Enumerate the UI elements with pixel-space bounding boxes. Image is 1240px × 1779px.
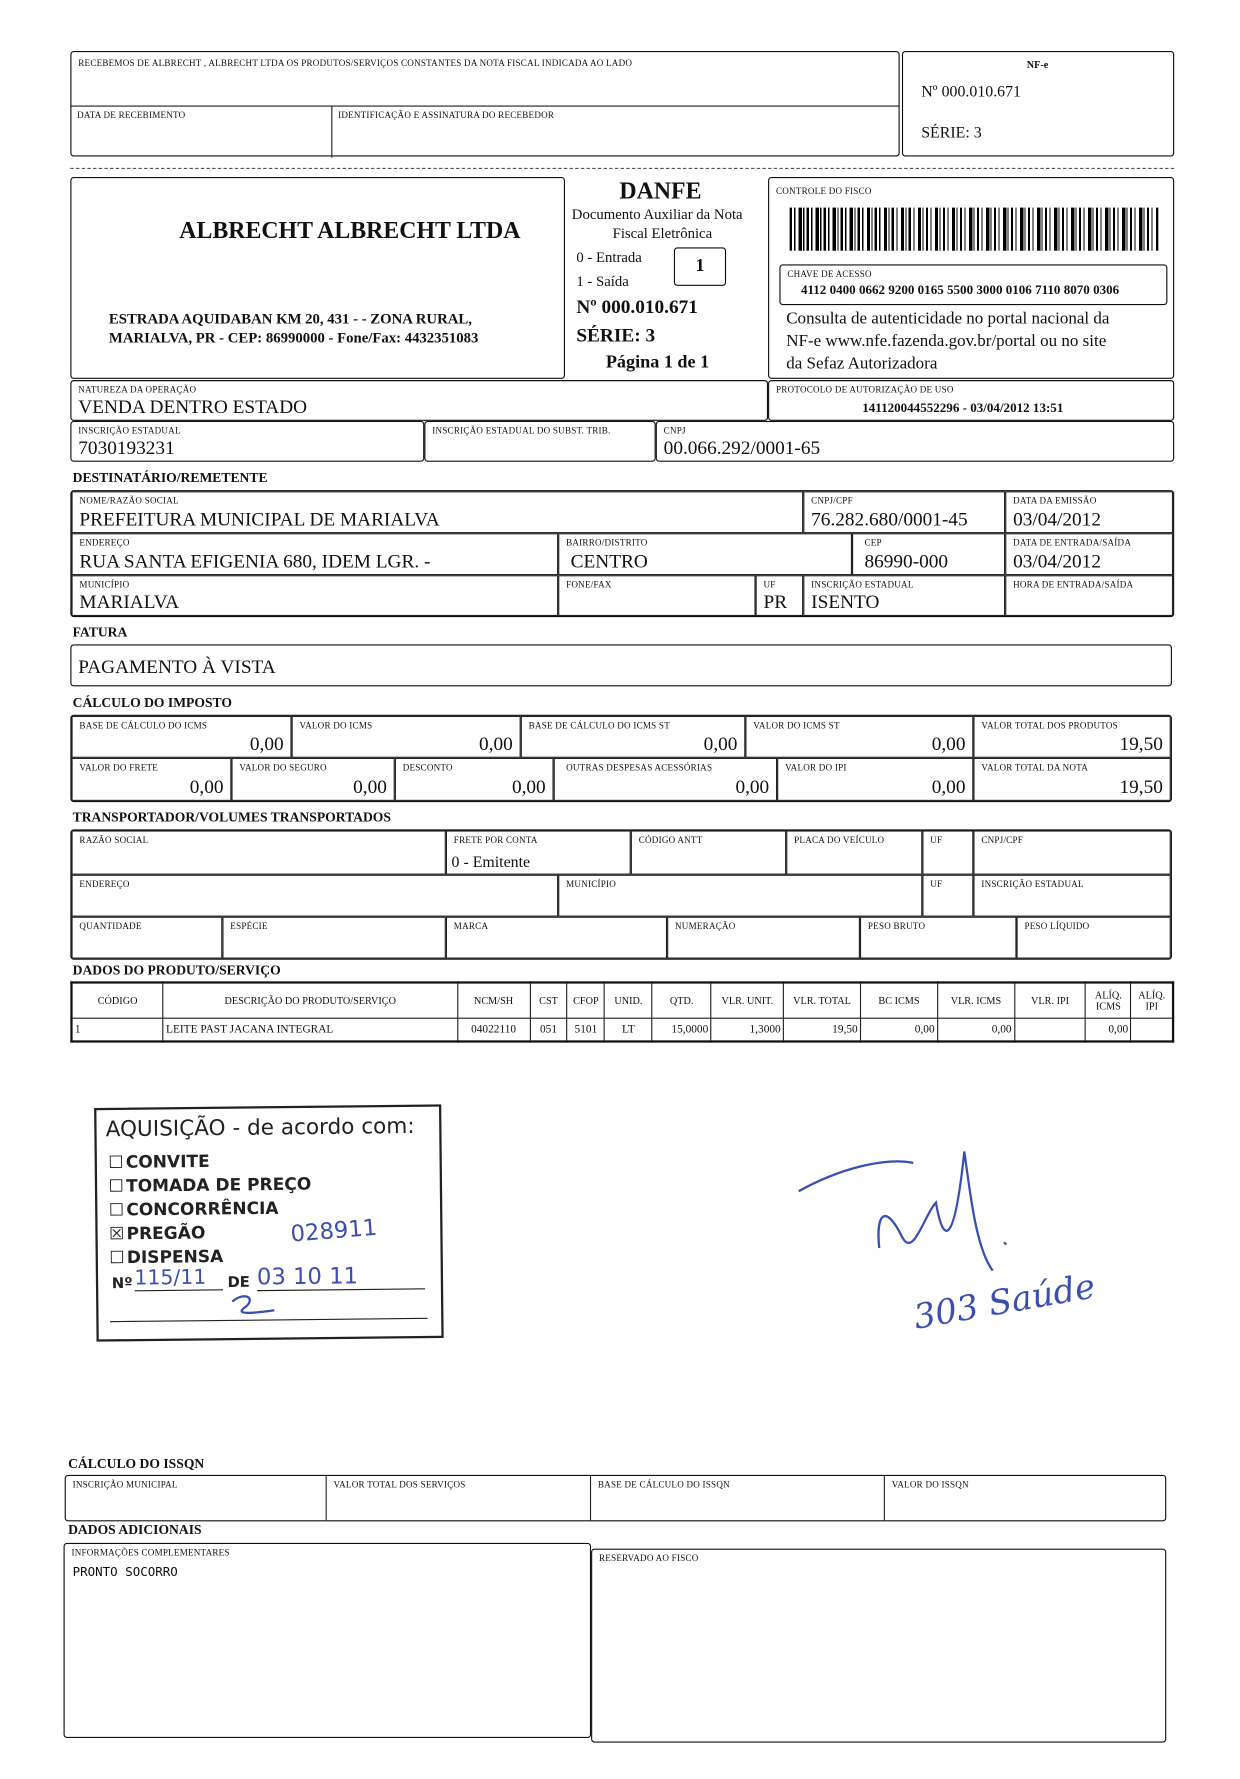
transp-box bbox=[70, 829, 1172, 959]
consulta-text-2: NF-e www.nfe.fazenda.gov.br/portal ou no site bbox=[786, 332, 1107, 351]
emitter-address: ESTRADA AQUIDABAN KM 20, 431 - - ZONA RURAL, bbox=[108, 309, 472, 327]
chave-label: CHAVE DE ACESSO bbox=[787, 268, 872, 280]
receipt-date-label: DATA DE RECEBIMENTO bbox=[77, 110, 186, 121]
stamp-no-label: Nº bbox=[111, 1275, 133, 1293]
valor-ipi-value: 0,00 bbox=[931, 775, 966, 798]
dest-hora-label: HORA DE ENTRADA/SAÍDA bbox=[1013, 579, 1134, 590]
issqn-servicos-label: VALOR TOTAL DOS SERVIÇOS bbox=[333, 1479, 466, 1490]
transp-end-label: ENDEREÇO bbox=[79, 879, 130, 890]
stamp-option-label: CONCORRÊNCIA bbox=[126, 1197, 279, 1220]
products-table bbox=[70, 981, 1174, 1042]
table-cell: LEITE PAST JACANA INTEGRAL bbox=[163, 1018, 457, 1041]
stamp-option bbox=[108, 1173, 311, 1199]
transp-uf-label: UF bbox=[930, 834, 943, 846]
danfe-page: Página 1 de 1 bbox=[605, 352, 710, 373]
emitter-name: ALBRECHT ALBRECHT LTDA bbox=[179, 216, 521, 244]
checkbox-icon: ☐ bbox=[109, 1247, 125, 1268]
produtos-section-title: DADOS DO PRODUTO/SERVIÇO bbox=[72, 962, 281, 978]
dest-endereco bbox=[71, 533, 558, 575]
fatura-value: PAGAMENTO À VISTA bbox=[78, 655, 276, 678]
stamp-title: AQUISIÇÃO - de acordo com: bbox=[105, 1113, 415, 1142]
receipt-box bbox=[70, 51, 899, 157]
dest-entrada-label: DATA DE ENTRADA/SAÍDA bbox=[1013, 537, 1132, 548]
transp-uf bbox=[922, 830, 973, 874]
table-cell: 0,00 bbox=[937, 1018, 1014, 1041]
barcode bbox=[790, 208, 1159, 251]
handwritten-signature bbox=[794, 1146, 1099, 1407]
dest-entrada-value: 03/04/2012 bbox=[1013, 550, 1101, 572]
table-cell: 051 bbox=[530, 1018, 567, 1041]
chave-value: 4112 0400 0662 9200 0165 5500 3000 0106 7110 8070 0306 bbox=[800, 283, 1120, 298]
valor-ipi-label: VALOR DO IPI bbox=[785, 762, 847, 773]
issqn-servicos bbox=[327, 1476, 591, 1520]
stamp-no-value: 115/11 bbox=[134, 1265, 223, 1291]
fisco-box bbox=[768, 177, 1174, 379]
table-row bbox=[71, 1018, 1173, 1041]
checked-box-icon: ☒ bbox=[108, 1223, 125, 1244]
column-header: CÓDIGO bbox=[71, 982, 163, 1017]
reservado-fisco-label: RESERVADO AO FISCO bbox=[599, 1553, 699, 1564]
column-header: VLR. ICMS bbox=[937, 982, 1014, 1017]
info-complementares bbox=[64, 1543, 592, 1738]
dest-mun-label: MUNICÍPIO bbox=[79, 579, 130, 590]
base-icms-st-value: 0,00 bbox=[703, 732, 738, 755]
table-cell: 04022110 bbox=[457, 1018, 530, 1041]
info-value: PRONTO SOCORRO bbox=[72, 1564, 178, 1580]
natureza-value: VENDA DENTRO ESTADO bbox=[78, 395, 308, 418]
imposto-section-title: CÁLCULO DO IMPOSTO bbox=[72, 694, 232, 711]
total-produtos bbox=[973, 716, 1170, 758]
total-nota bbox=[973, 758, 1170, 801]
issqn-valor-label: VALOR DO ISSQN bbox=[891, 1479, 969, 1490]
valor-frete-label: VALOR DO FRETE bbox=[79, 762, 159, 773]
reservado-fisco bbox=[591, 1549, 1166, 1743]
outras-despesas-label: OUTRAS DESPESAS ACESSÓRIAS bbox=[566, 762, 713, 773]
base-icms-label: BASE DE CÁLCULO DO ICMS bbox=[79, 720, 208, 731]
issqn-box bbox=[65, 1475, 1167, 1522]
transp-placa bbox=[786, 830, 922, 874]
nfe-number: Nº 000.010.671 bbox=[921, 83, 1021, 101]
column-header: VLR. TOTAL bbox=[784, 982, 861, 1017]
column-header: CST bbox=[530, 982, 567, 1017]
dest-bairro-label: BAIRRO/DISTRITO bbox=[566, 537, 648, 548]
stamp-de-value: 03 10 11 bbox=[257, 1261, 425, 1291]
column-header: QTD. bbox=[652, 982, 711, 1017]
table-cell bbox=[1131, 1018, 1173, 1041]
table-cell: 15,0000 bbox=[652, 1018, 711, 1041]
stamp-option-label: PREGÃO bbox=[126, 1222, 206, 1244]
transp-municipio bbox=[558, 875, 922, 917]
dest-emissao bbox=[1005, 491, 1173, 533]
transp-razao bbox=[71, 830, 445, 874]
transp-antt-label: CÓDIGO ANTT bbox=[638, 834, 703, 846]
table-cell: LT bbox=[605, 1018, 653, 1041]
consulta-text-3: da Sefaz Autorizadora bbox=[786, 355, 938, 374]
transp-ie-label: INSCRIÇÃO ESTADUAL bbox=[981, 879, 1084, 890]
column-header: ALÍQ. IPI bbox=[1131, 982, 1173, 1017]
cnpj-field bbox=[656, 421, 1174, 462]
dest-uf-value: PR bbox=[763, 591, 788, 613]
dest-section-title: DESTINATÁRIO/REMETENTE bbox=[72, 469, 268, 486]
protocolo-field bbox=[768, 380, 1174, 421]
dest-end-label: ENDEREÇO bbox=[79, 537, 130, 548]
valor-icms-st-label: VALOR DO ICMS ST bbox=[753, 720, 840, 731]
danfe-saida: 1 - Saída bbox=[576, 272, 629, 290]
danfe-subtitle: Documento Auxiliar da Nota bbox=[571, 205, 743, 223]
desconto bbox=[395, 758, 554, 801]
checkbox-icon: ☐ bbox=[108, 1175, 124, 1197]
vol-peso-liquido bbox=[1017, 917, 1171, 959]
signature-text: 303 Saúde bbox=[910, 1266, 1099, 1338]
outras-despesas-value: 0,00 bbox=[735, 775, 770, 798]
column-header: BC ICMS bbox=[861, 982, 938, 1017]
desconto-label: DESCONTO bbox=[402, 762, 453, 773]
transp-razao-label: RAZÃO SOCIAL bbox=[79, 834, 149, 846]
danfe-header bbox=[565, 177, 768, 379]
column-header: NCM/SH bbox=[457, 982, 530, 1017]
transp-endereco bbox=[71, 875, 558, 917]
ie-st-label: INSCRIÇÃO ESTADUAL DO SUBST. TRIB. bbox=[432, 425, 611, 436]
receipt-signature bbox=[331, 106, 899, 158]
transp-frete bbox=[446, 830, 631, 874]
chave-box bbox=[779, 264, 1167, 305]
base-icms-value: 0,00 bbox=[249, 732, 284, 755]
cut-line bbox=[70, 168, 1174, 169]
dest-cnpj-value: 76.282.680/0001-45 bbox=[811, 508, 968, 530]
transp-placa-label: PLACA DO VEÍCULO bbox=[794, 834, 885, 846]
dest-ie bbox=[803, 575, 1005, 616]
dest-mun-value: MARIALVA bbox=[79, 591, 180, 613]
total-nota-value: 19,50 bbox=[1119, 775, 1163, 798]
dest-hora bbox=[1005, 575, 1173, 616]
dest-nome-label: NOME/RAZÃO SOCIAL bbox=[79, 495, 179, 506]
stamp-option-label: DISPENSA bbox=[126, 1246, 224, 1268]
valor-icms-st bbox=[745, 716, 973, 758]
dest-entrada bbox=[1005, 533, 1173, 575]
valor-icms-value: 0,00 bbox=[479, 732, 513, 755]
issqn-base bbox=[591, 1476, 885, 1520]
danfe-subtitle-2: Fiscal Eletrônica bbox=[612, 224, 713, 242]
total-produtos-value: 19,50 bbox=[1119, 732, 1163, 755]
stamp-option-label: CONVITE bbox=[125, 1150, 210, 1173]
desconto-value: 0,00 bbox=[511, 775, 546, 798]
ie-st-field bbox=[424, 421, 655, 462]
dest-nome bbox=[71, 491, 803, 533]
emitter-city: MARIALVA, PR - CEP: 86990000 - Fone/Fax: 4432351083 bbox=[108, 329, 479, 347]
table-cell: 0,00 bbox=[1086, 1018, 1131, 1041]
column-header: VLR. IPI bbox=[1014, 982, 1085, 1017]
table-cell bbox=[1014, 1018, 1085, 1041]
checkbox-icon: ☐ bbox=[108, 1151, 124, 1173]
dest-fone-label: FONE/FAX bbox=[566, 579, 612, 590]
dest-nome-value: PREFEITURA MUNICIPAL DE MARIALVA bbox=[79, 508, 440, 530]
base-icms-st-label: BASE DE CÁLCULO DO ICMS ST bbox=[528, 720, 670, 731]
vol-numeracao-label: NUMERAÇÃO bbox=[675, 921, 736, 932]
natureza-label: NATUREZA DA OPERAÇÃO bbox=[78, 384, 197, 395]
base-icms bbox=[71, 716, 291, 758]
issqn-valor bbox=[885, 1476, 1165, 1520]
stamp-de-label: DE bbox=[227, 1274, 250, 1292]
dest-cep bbox=[852, 533, 1005, 575]
vol-quantidade bbox=[71, 917, 222, 959]
table-cell: 19,50 bbox=[784, 1018, 861, 1041]
vol-marca-label: MARCA bbox=[453, 921, 489, 932]
dest-uf-label: UF bbox=[763, 579, 776, 590]
dest-bairro-value: CENTRO bbox=[570, 550, 648, 572]
info-label: INFORMAÇÕES COMPLEMENTARES bbox=[71, 1547, 230, 1558]
transp-cnpj-label: CNPJ/CPF bbox=[981, 834, 1024, 846]
transp-frete-value: 0 - Emitente bbox=[451, 854, 531, 872]
dest-fone bbox=[558, 575, 755, 616]
receipt-date bbox=[70, 106, 332, 158]
dest-cep-value: 86990-000 bbox=[864, 550, 949, 572]
vol-especie-label: ESPÉCIE bbox=[230, 921, 268, 932]
stamp-option bbox=[109, 1220, 312, 1246]
danfe-type-box: 1 bbox=[674, 247, 726, 286]
transp-cnpj bbox=[973, 830, 1170, 874]
fatura-section-title: FATURA bbox=[72, 623, 128, 640]
issqn-base-label: BASE DE CÁLCULO DO ISSQN bbox=[597, 1479, 730, 1490]
acquisition-stamp bbox=[94, 1104, 444, 1341]
dest-emissao-label: DATA DA EMISSÃO bbox=[1013, 495, 1097, 506]
consulta-text: Consulta de autenticidade no portal nacional da bbox=[786, 309, 1110, 328]
valor-seguro-value: 0,00 bbox=[353, 775, 387, 798]
table-cell: 0,00 bbox=[861, 1018, 938, 1041]
danfe-serie: SÉRIE: 3 bbox=[576, 324, 656, 347]
vol-peso-liquido-label: PESO LÍQUIDO bbox=[1024, 921, 1090, 932]
natureza-field bbox=[70, 380, 768, 421]
danfe-title: DANFE bbox=[619, 176, 702, 205]
imposto-box bbox=[70, 715, 1172, 802]
dest-ie-label: INSCRIÇÃO ESTADUAL bbox=[811, 579, 914, 590]
stamp-initial-signature bbox=[223, 1292, 280, 1320]
vol-peso-bruto bbox=[860, 917, 1017, 959]
valor-icms-label: VALOR DO ICMS bbox=[299, 720, 373, 731]
danfe-entrada: 0 - Entrada bbox=[576, 248, 642, 266]
protocolo-value: 141120044552296 - 03/04/2012 13:51 bbox=[862, 401, 1064, 416]
cnpj-label: CNPJ bbox=[663, 425, 686, 436]
stamp-options bbox=[108, 1149, 312, 1270]
issqn-im-label: INSCRIÇÃO MUNICIPAL bbox=[72, 1479, 178, 1490]
dest-cep-label: CEP bbox=[864, 537, 882, 548]
column-header: DESCRIÇÃO DO PRODUTO/SERVIÇO bbox=[163, 982, 457, 1017]
valor-icms bbox=[292, 716, 521, 758]
checkbox-icon: ☐ bbox=[108, 1199, 125, 1221]
transp-antt bbox=[631, 830, 786, 874]
total-nota-label: VALOR TOTAL DA NOTA bbox=[981, 762, 1089, 773]
nfe-box bbox=[902, 51, 1174, 157]
receipt-sign-label: IDENTIFICAÇÃO E ASSINATURA DO RECEBEDOR bbox=[338, 110, 555, 121]
emitter-box bbox=[70, 177, 565, 379]
ie-field bbox=[70, 421, 424, 462]
receipt-text: RECEBEMOS DE ALBRECHT , ALBRECHT LTDA OS PRODUTOS/SERVIÇOS CONSTANTES DA NOTA FISCAL INDICADA AO LADO bbox=[78, 57, 633, 69]
transp-mun-label: MUNICÍPIO bbox=[566, 879, 617, 890]
valor-seguro-label: VALOR DO SEGURO bbox=[239, 762, 327, 773]
transp-uf2 bbox=[922, 875, 973, 917]
transp-ie bbox=[973, 875, 1170, 917]
nfe-serie: SÉRIE: 3 bbox=[921, 124, 982, 142]
ie-label: INSCRIÇÃO ESTADUAL bbox=[78, 425, 181, 436]
dest-box bbox=[70, 490, 1174, 617]
vol-especie bbox=[222, 917, 445, 959]
table-cell: 1,3000 bbox=[711, 1018, 783, 1041]
stamp-handwritten-number: 028911 bbox=[289, 1213, 379, 1248]
vol-marca bbox=[446, 917, 667, 959]
dest-end-value: RUA SANTA EFIGENIA 680, IDEM LGR. - bbox=[79, 550, 431, 572]
column-header: CFOP bbox=[567, 982, 604, 1017]
vol-numeracao bbox=[667, 917, 860, 959]
danfe-number: Nº 000.010.671 bbox=[576, 296, 698, 318]
base-icms-st bbox=[521, 716, 746, 758]
stamp-option-label: TOMADA DE PREÇO bbox=[125, 1173, 312, 1197]
issqn-im bbox=[66, 1476, 327, 1520]
protocolo-label: PROTOCOLO DE AUTORIZAÇÃO DE USO bbox=[775, 384, 954, 395]
dest-emissao-value: 03/04/2012 bbox=[1013, 508, 1101, 530]
column-header: UNID. bbox=[605, 982, 653, 1017]
valor-seguro bbox=[231, 758, 394, 801]
valor-frete bbox=[71, 758, 231, 801]
dest-ie-value: ISENTO bbox=[811, 591, 880, 613]
issqn-section-title: CÁLCULO DO ISSQN bbox=[68, 1455, 205, 1472]
dest-municipio bbox=[71, 575, 558, 616]
adicionais-section-title: DADOS ADICIONAIS bbox=[68, 1521, 202, 1538]
valor-frete-value: 0,00 bbox=[189, 775, 224, 798]
column-header: ALÍQ. ICMS bbox=[1086, 982, 1131, 1017]
total-produtos-label: VALOR TOTAL DOS PRODUTOS bbox=[981, 720, 1118, 731]
dest-uf bbox=[756, 575, 804, 616]
ie-value: 7030193231 bbox=[78, 436, 175, 459]
table-header-row bbox=[71, 982, 1173, 1017]
stamp-option bbox=[108, 1149, 311, 1175]
valor-icms-st-value: 0,00 bbox=[931, 732, 966, 755]
transp-uf2-label: UF bbox=[930, 879, 943, 890]
dest-cnpj-label: CNPJ/CPF bbox=[811, 495, 853, 506]
transp-frete-label: FRETE POR CONTA bbox=[453, 834, 538, 846]
dest-cnpj bbox=[803, 491, 1005, 533]
dest-bairro bbox=[558, 533, 852, 575]
outras-despesas bbox=[554, 758, 777, 801]
valor-ipi bbox=[777, 758, 973, 801]
column-header: VLR. UNIT. bbox=[711, 982, 783, 1017]
transp-section-title: TRANSPORTADOR/VOLUMES TRANSPORTADOS bbox=[72, 808, 391, 825]
fatura-box bbox=[70, 644, 1172, 686]
cnpj-value: 00.066.292/0001-65 bbox=[663, 436, 821, 459]
vol-quantidade-label: QUANTIDADE bbox=[79, 921, 142, 932]
vol-peso-bruto-label: PESO BRUTO bbox=[867, 921, 926, 932]
fisco-label: CONTROLE DO FISCO bbox=[775, 186, 872, 197]
nfe-label: NF-e bbox=[1026, 58, 1049, 71]
table-cell: 1 bbox=[71, 1018, 163, 1041]
stamp-option bbox=[109, 1196, 312, 1222]
table-cell: 5101 bbox=[567, 1018, 604, 1041]
